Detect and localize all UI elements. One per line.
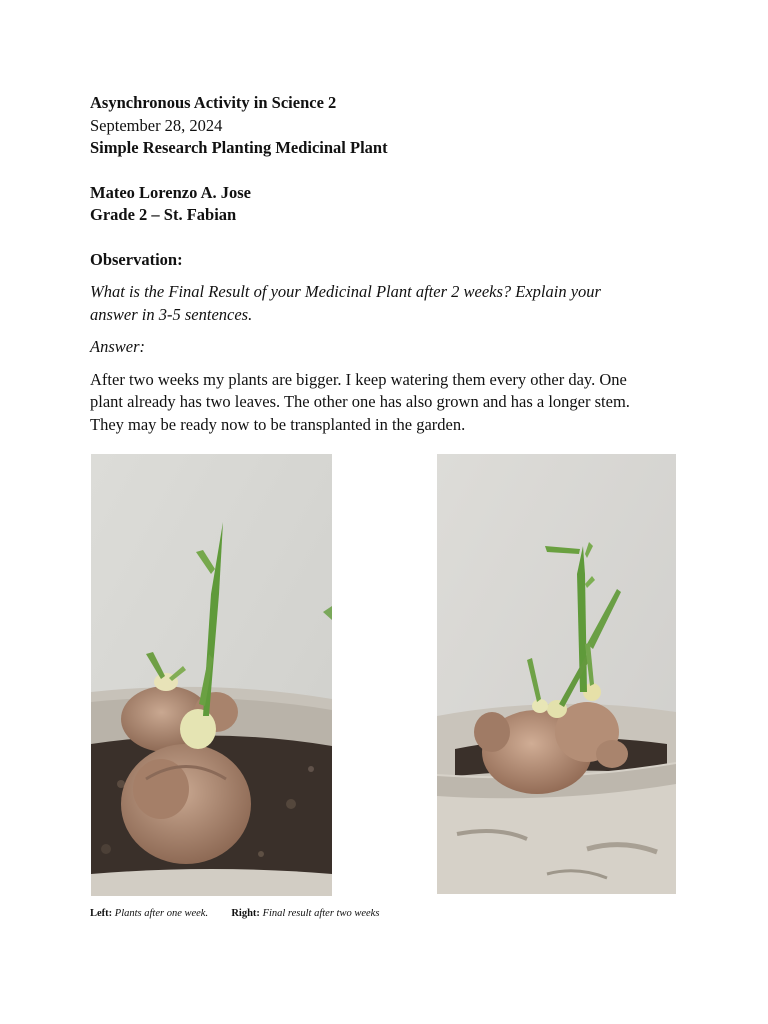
student-grade-section: Grade 2 – St. Fabian <box>90 205 237 224</box>
answer-line: They may be ready now to be transplanted in the garden. <box>90 414 466 434</box>
answer-line: After two weeks my plants are bigger. I keep watering them every other day. One <box>90 369 627 389</box>
question-line: What is the Final Result of your Medicinal Plant after 2 weeks? Explain your <box>90 282 601 301</box>
student-name: Mateo Lorenzo A. Jose <box>90 182 251 202</box>
photo-row <box>91 454 677 896</box>
photo-week-one <box>91 454 332 896</box>
photo-week-one-image <box>91 454 332 896</box>
caption-right-label: Right: <box>231 908 260 919</box>
research-title: Simple Research Planting Medicinal Plant <box>90 138 388 157</box>
caption-left-text: Plants after one week. <box>114 908 209 919</box>
answer-paragraph <box>90 369 680 437</box>
caption-right-text: Final result after two weeks <box>262 908 380 919</box>
answer-line: plant already has two leaves. The other one has also grown and has a longer stem. <box>90 392 630 411</box>
photo-caption <box>90 907 379 921</box>
observation-heading: Observation: <box>90 249 183 269</box>
observation-question <box>90 281 680 326</box>
document-body <box>90 92 680 436</box>
photo-week-two-image <box>437 454 676 894</box>
question-line: answer in 3-5 sentences. <box>90 304 253 324</box>
photo-week-two <box>437 454 676 894</box>
answer-label: Answer: <box>90 337 145 356</box>
activity-title: Asynchronous Activity in Science 2 <box>90 93 337 112</box>
caption-left-label: Left: <box>90 908 113 919</box>
activity-date: September 28, 2024 <box>90 115 223 135</box>
